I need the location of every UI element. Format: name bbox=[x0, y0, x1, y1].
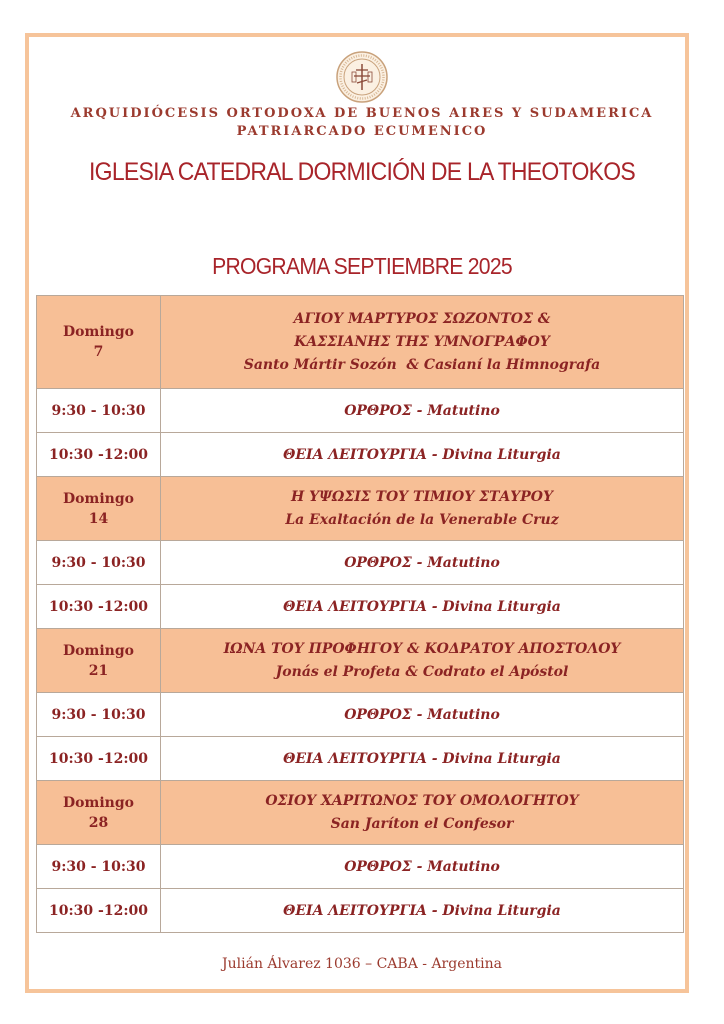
service-name: ΟΡΘΡΟΣ - Matutino bbox=[161, 693, 684, 737]
service-time: 9:30 - 10:30 bbox=[37, 541, 161, 585]
feast-row bbox=[37, 629, 684, 693]
service-row bbox=[37, 845, 684, 889]
day-label: Domingo bbox=[63, 490, 134, 507]
program-title: PROGRAMA SEPTIEMBRE 2025 bbox=[212, 253, 512, 279]
service-name: ΘΕΙΑ ΛΕΙΤΟΥΡΓΙΑ - Divina Liturgia bbox=[161, 889, 684, 933]
feast-day-cell bbox=[37, 781, 161, 845]
address-footer: Julián Álvarez 1036 – CABA - Argentina bbox=[222, 956, 502, 972]
schedule-table bbox=[36, 295, 684, 933]
church-name: IGLESIA CATEDRAL DORMICIÓN DE LA THEOTOKOS bbox=[89, 158, 635, 186]
service-row bbox=[37, 585, 684, 629]
feast-name-cell bbox=[161, 629, 684, 693]
service-row bbox=[37, 389, 684, 433]
day-label: Domingo bbox=[63, 642, 134, 659]
day-number: 7 bbox=[93, 344, 104, 360]
service-name: ΘΕΙΑ ΛΕΙΤΟΥΡΓΙΑ - Divina Liturgia bbox=[161, 585, 684, 629]
service-time: 10:30 -12:00 bbox=[37, 433, 161, 477]
patriarchate-name: PATRIARCADO ECUMENICO bbox=[236, 124, 488, 139]
day-number: 14 bbox=[88, 510, 109, 527]
feast-greek-name: ΚΑΣΣΙΑΝΗΣ ΤΗΣ ΥΜΝΟΓΡΑΦΟΥ bbox=[294, 333, 550, 350]
day-number: 28 bbox=[88, 814, 109, 831]
feast-row bbox=[37, 781, 684, 845]
service-time: 10:30 -12:00 bbox=[37, 889, 161, 933]
service-row bbox=[37, 541, 684, 585]
feast-spanish-name: Santo Mártir Sozón & Casianí la Himnografa bbox=[243, 356, 601, 373]
feast-greek-name: ΟΣΙΟΥ ΧΑΡΙΤΩΝΟΣ ΤΟΥ ΟΜΟΛΟΓΗΤΟΥ bbox=[265, 792, 579, 809]
feast-day-cell bbox=[37, 477, 161, 541]
day-number: 21 bbox=[88, 662, 109, 679]
service-time: 10:30 -12:00 bbox=[37, 737, 161, 781]
feast-name-cell bbox=[161, 296, 684, 389]
service-time: 9:30 - 10:30 bbox=[37, 693, 161, 737]
feast-spanish-name: San Jaríton el Confesor bbox=[330, 815, 514, 832]
feast-name-cell bbox=[161, 781, 684, 845]
feast-row bbox=[37, 296, 684, 389]
day-label: Domingo bbox=[63, 324, 134, 340]
archdiocese-seal-logo bbox=[335, 50, 389, 104]
service-name: ΟΡΘΡΟΣ - Matutino bbox=[161, 541, 684, 585]
service-time: 9:30 - 10:30 bbox=[37, 389, 161, 433]
day-label: Domingo bbox=[63, 794, 134, 811]
feast-greek-name: ΑΓΙΟΥ ΜΑΡΤΥΡΟΣ ΣΩΖΟΝΤΟΣ & bbox=[293, 310, 551, 327]
service-time: 10:30 -12:00 bbox=[37, 585, 161, 629]
archdiocese-name: ARQUIDIÓCESIS ORTODOXA DE BUENOS AIRES Y SUDAMERICA bbox=[70, 106, 654, 121]
service-time: 9:30 - 10:30 bbox=[37, 845, 161, 889]
feast-name-cell bbox=[161, 477, 684, 541]
service-name: ΘΕΙΑ ΛΕΙΤΟΥΡΓΙΑ - Divina Liturgia bbox=[161, 433, 684, 477]
feast-greek-name: ΙΩΝΑ ΤΟΥ ΠΡΟΦΗΓΟΥ & ΚΟΔΡΑΤΟΥ ΑΠΟΣΤΟΛΟΥ bbox=[223, 640, 621, 657]
feast-day-cell bbox=[37, 629, 161, 693]
feast-day-cell bbox=[37, 296, 161, 389]
service-row bbox=[37, 433, 684, 477]
service-row bbox=[37, 693, 684, 737]
service-name: ΟΡΘΡΟΣ - Matutino bbox=[161, 389, 684, 433]
service-name: ΟΡΘΡΟΣ - Matutino bbox=[161, 845, 684, 889]
service-row bbox=[37, 737, 684, 781]
feast-spanish-name: La Exaltación de la Venerable Cruz bbox=[285, 511, 559, 528]
service-name: ΘΕΙΑ ΛΕΙΤΟΥΡΓΙΑ - Divina Liturgia bbox=[161, 737, 684, 781]
feast-greek-name: Η ΥΨΩΣΙΣ ΤΟΥ ΤΙΜΙΟΥ ΣΤΑΥΡΟΥ bbox=[290, 488, 553, 505]
feast-row bbox=[37, 477, 684, 541]
service-row bbox=[37, 889, 684, 933]
feast-spanish-name: Jonás el Profeta & Codrato el Apóstol bbox=[275, 663, 569, 680]
